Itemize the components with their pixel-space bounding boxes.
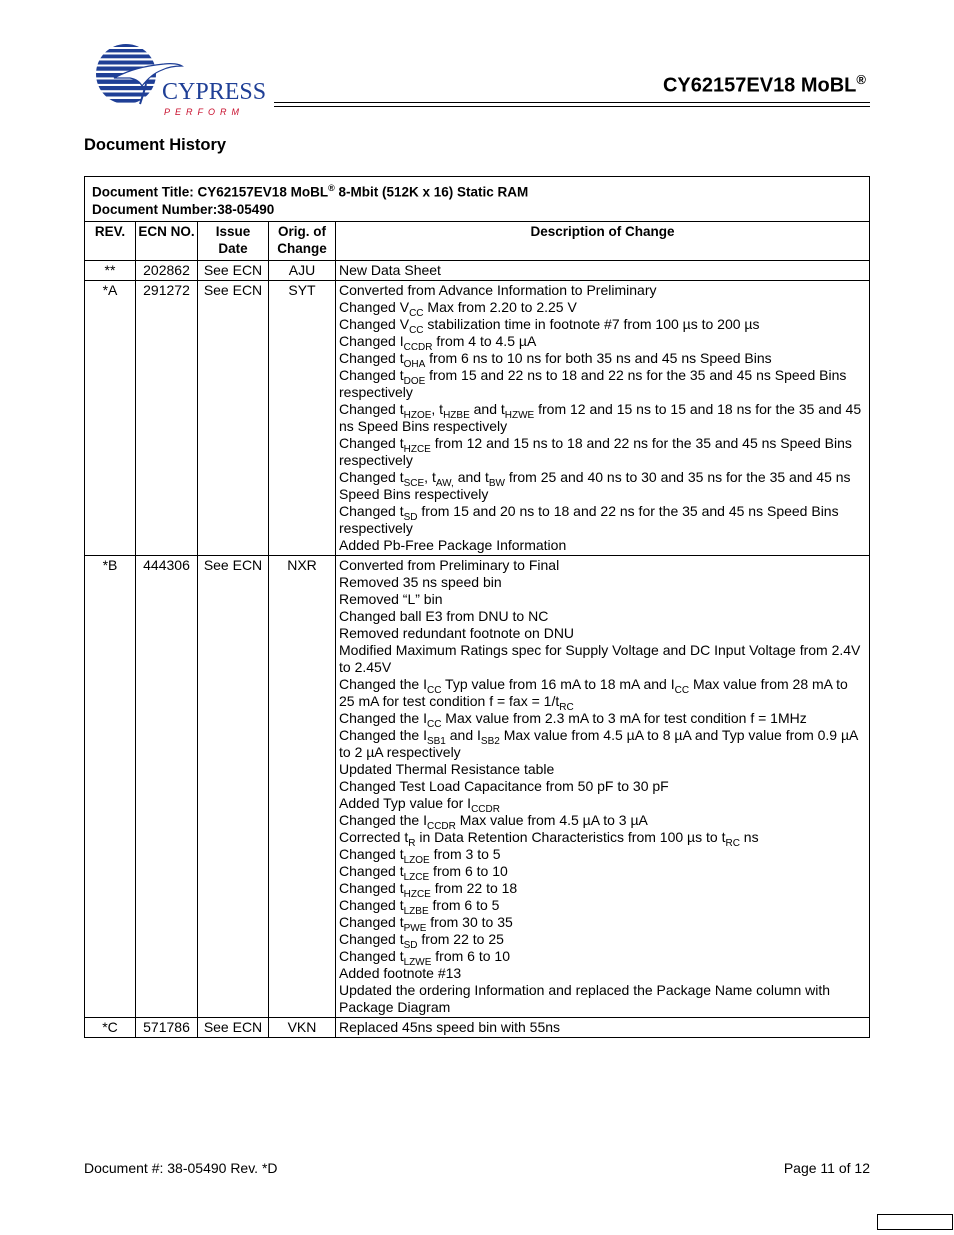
header-rule-top: [274, 102, 870, 103]
change-line: Changed $t_{LZCE}$ from 6 to 10: [339, 862, 508, 883]
footer-document-number: Document #: 38-05490 Rev. *D: [84, 1160, 278, 1176]
change-line: Added footnote #13: [339, 964, 462, 981]
table-row: [85, 555, 870, 1017]
change-line: Changed $t_{PWE}$ from 30 to 35: [339, 913, 513, 934]
originator-cell: NXR: [269, 555, 336, 1017]
change-line: Changed $V_{CC}$ Max from 2.20 to 2.25 V: [339, 298, 577, 319]
document-title: Document Title: CY62157EV18 MoBL® 8-Mbit (512K x 16) Static RAM: [92, 183, 529, 200]
change-line: Changed $t_{HZCE}$ from 22 to 18: [339, 879, 518, 900]
change-line: Removed 35 ns speed bin: [339, 573, 502, 590]
description-cell: [336, 260, 870, 280]
change-line: Removed “L” bin: [339, 590, 443, 607]
product-title: CY62157EV18 MoBL®: [662, 72, 866, 97]
change-line: Converted from Preliminary to Final: [339, 556, 560, 573]
footer-page-number: Page 11 of 12: [783, 1160, 870, 1176]
document-number: Document Number:38-05490: [92, 201, 275, 217]
ecn-cell: 444306: [136, 555, 198, 1017]
issue-date-cell: See ECN: [198, 260, 269, 280]
section-title: Document History: [84, 136, 227, 154]
ecn-cell: 291272: [136, 280, 198, 555]
change-line: Removed redundant footnote on DNU: [339, 624, 575, 641]
change-line: Changed $t_{HZOE}$, $t_{HZBE}$ and $t_{HZWE}$ from 12 and 15 ns to 15 and 18 ns for the 35 and 45 ns Speed Bins respectively: [339, 400, 862, 434]
description-cell: [336, 555, 870, 1017]
change-line: Changed ball E3 from DNU to NC: [339, 607, 549, 624]
change-line: New Data Sheet: [339, 261, 441, 278]
change-line: Changed the $I_{CC}$ Typ value from 16 mA to 18 mA and $I_{CC}$ Max value from 28 mA to 25 mA for test condition f = fax = $1/t_{RC}$: [339, 675, 848, 713]
change-line: Replaced 45ns speed bin with 55ns: [339, 1018, 561, 1035]
table-row: [85, 1017, 870, 1037]
change-line: Changed $t_{SD}$ from 22 to 25: [339, 930, 504, 951]
header-rule-bottom: [274, 106, 870, 107]
brand-name: CYPRESS: [162, 79, 267, 105]
change-line: Changed Test Load Capacitance from 50 pF to 30 pF: [339, 777, 669, 794]
change-line: Changed $V_{CC}$ stabilization time in footnote #7 from 100 µs to 200 µs: [339, 315, 760, 336]
rev-cell: **: [85, 260, 136, 280]
originator-cell: AJU: [269, 260, 336, 280]
column-header-originator: Orig. of Change: [269, 221, 336, 260]
change-line: Corrected $t_R$ in Data Retention Characteristics from 100 µs to $t_{RC}$ ns: [339, 828, 759, 849]
change-line: Converted from Advance Information to Preliminary: [339, 281, 657, 298]
originator-cell: SYT: [269, 280, 336, 555]
change-line: Changed the $I_{CC}$ Max value from 2.3 mA to 3 mA for test condition f = 1MHz: [339, 709, 807, 730]
corner-box: [877, 1214, 953, 1230]
table-row: [85, 280, 870, 555]
change-line: Updated the ordering Information and replaced the Package Name column with Package Diagram: [339, 981, 831, 1015]
cypress-globe-icon: [84, 42, 274, 120]
document-info-cell: [85, 177, 870, 222]
table-row: [85, 260, 870, 280]
ecn-cell: 571786: [136, 1017, 198, 1037]
change-line: Modified Maximum Ratings spec for Supply Voltage and DC Input Voltage from 2.4V to 2.45V: [339, 641, 861, 675]
column-header-ecn: ECN NO.: [136, 221, 198, 260]
column-header-rev: REV.: [85, 221, 136, 260]
ecn-cell: 202862: [136, 260, 198, 280]
rev-cell: *C: [85, 1017, 136, 1037]
change-line: Changed the $I_{SB1}$ and $I_{SB2}$ Max value from 4.5 µA to 8 µA and Typ value from 0.9 µA to 2 µA respectively: [339, 726, 858, 760]
description-cell: [336, 1017, 870, 1037]
column-header-description: Description of Change: [336, 221, 870, 260]
issue-date-cell: See ECN: [198, 555, 269, 1017]
change-line: Changed $t_{DOE}$ from 15 and 22 ns to 18 and 22 ns for the 35 and 45 ns Speed Bins respectively: [339, 366, 847, 400]
change-line: Changed $t_{SD}$ from 15 and 20 ns to 18 and 22 ns for the 35 and 45 ns Speed Bins respectively: [339, 502, 839, 536]
originator-cell: VKN: [269, 1017, 336, 1037]
description-cell: [336, 280, 870, 555]
change-line: Changed $t_{SCE}$, $t_{AW,}$ and $t_{BW}$ from 25 and 40 ns to 30 and 35 ns for the 35 and 45 ns Speed Bins respectively: [339, 468, 851, 502]
change-line: Changed the $I_{CCDR}$ Max value from 4.5 µA to 3 µA: [339, 811, 648, 832]
change-line: Added Pb-Free Package Information: [339, 536, 567, 553]
document-history-table: [84, 176, 870, 1038]
change-line: Updated Thermal Resistance table: [339, 760, 555, 777]
change-line: Changed $t_{HZCE}$ from 12 and 15 ns to 18 and 22 ns for the 35 and 45 ns Speed Bins respectively: [339, 434, 852, 468]
rev-cell: *A: [85, 280, 136, 555]
change-line: Changed $I_{CCDR}$ from 4 to 4.5 µA: [339, 332, 537, 353]
change-line: Changed $t_{LZWE}$ from 6 to 10: [339, 947, 510, 968]
issue-date-cell: See ECN: [198, 280, 269, 555]
change-line: Changed $t_{LZBE}$ from 6 to 5: [339, 896, 500, 917]
cypress-logo: [84, 42, 274, 120]
change-line: Changed $t_{OHA}$ from 6 ns to 10 ns for both 35 ns and 45 ns Speed Bins: [339, 349, 772, 370]
rev-cell: *B: [85, 555, 136, 1017]
change-line: Changed $t_{LZOE}$ from 3 to 5: [339, 845, 501, 866]
issue-date-cell: See ECN: [198, 1017, 269, 1037]
change-line: Added Typ value for $I_{CCDR}$: [339, 794, 500, 815]
column-header-issue-date: Issue Date: [198, 221, 269, 260]
brand-tagline: PERFORM: [164, 107, 244, 117]
